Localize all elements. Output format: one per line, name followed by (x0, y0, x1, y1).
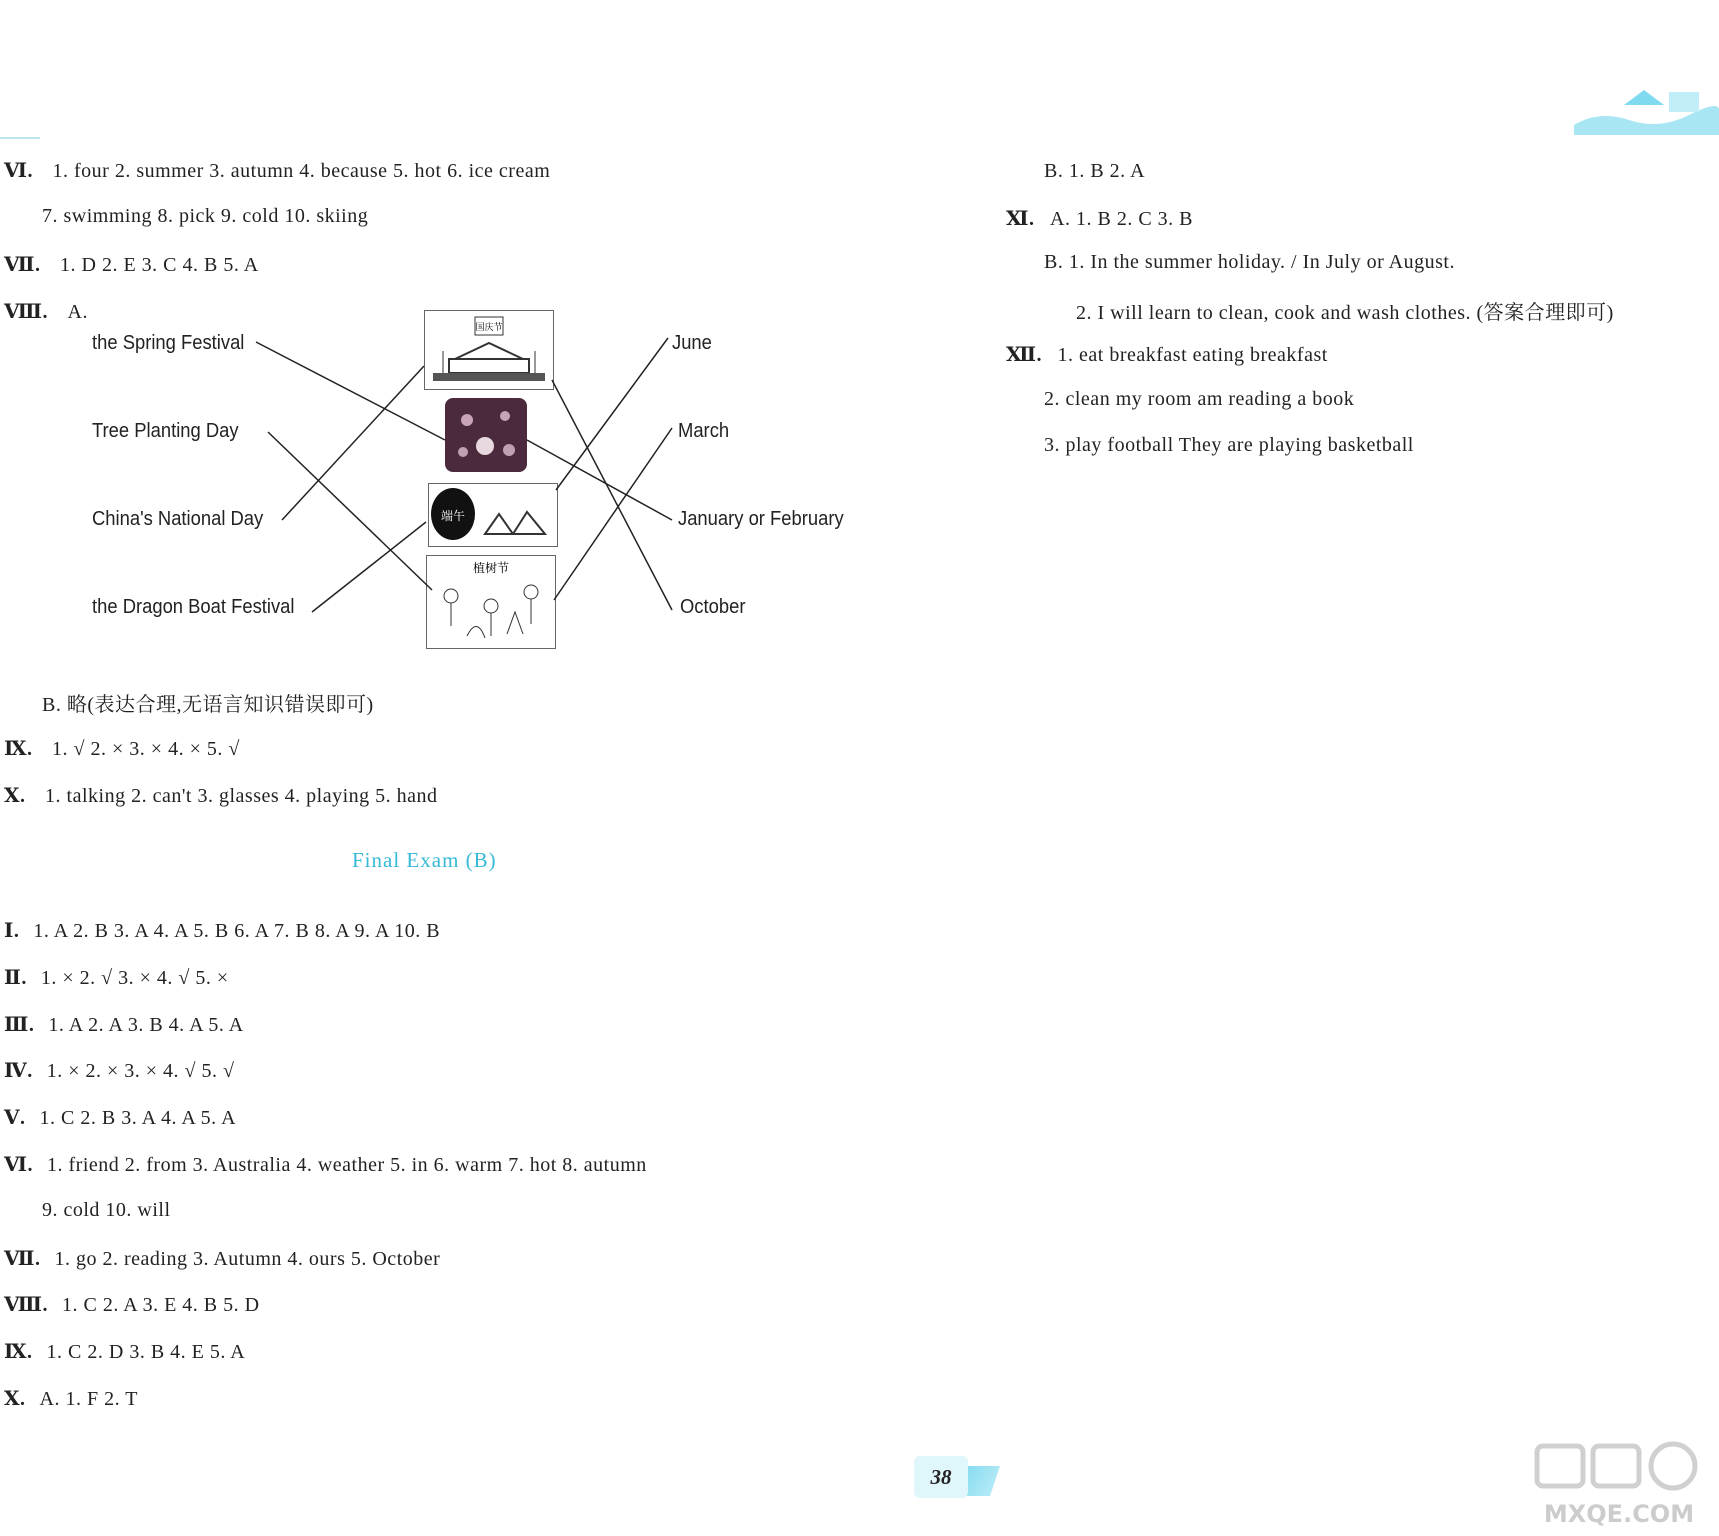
answer-line (42, 1199, 171, 1222)
section-title: Final Exam (B) (352, 848, 497, 872)
answer-line (4, 736, 240, 761)
answer-text: 1. four 2. summer 3. autumn 4. because 5. hot 6. ice cream (52, 160, 551, 182)
answer-line: 2. clean my room am reading a book (1044, 388, 1355, 410)
answer-text: 9. cold 10. will (42, 1198, 171, 1221)
answer-line: B. 1. B 2. A (1044, 160, 1146, 182)
picture-caption: 国庆节 (475, 323, 503, 333)
section-number: Ⅷ. (4, 301, 48, 323)
part-label: A. (67, 301, 88, 323)
answer-text: 1. eat breakfast eating breakfast (1057, 344, 1328, 366)
answer-line (4, 1246, 440, 1271)
answer-line (1006, 342, 1328, 367)
answer-text: 1. C 2. B 3. A 4. A 5. A (39, 1107, 237, 1130)
section-number: Ⅱ. (4, 966, 27, 989)
answer-text: 1. × 2. × 3. × 4. √ 5. √ (46, 1060, 235, 1083)
answer-text: 1. C 2. D 3. B 4. E 5. A (46, 1341, 246, 1364)
section-number: Ⅲ. (4, 1013, 35, 1036)
section-number: Ⅵ. (4, 160, 33, 182)
answer-line (4, 1339, 245, 1364)
answer-text: A. 1. F 2. T (39, 1388, 138, 1410)
match-right-label: June (672, 332, 712, 354)
answer-line (4, 1058, 235, 1083)
watermark-text: MXQE.COM (1543, 1500, 1695, 1528)
section-number: Ⅸ. (4, 1341, 33, 1364)
match-right-label: March (678, 420, 730, 442)
section-number: Ⅻ. (1006, 344, 1043, 366)
answer-line (4, 1152, 647, 1177)
section-number: Ⅺ. (1006, 208, 1035, 230)
answer-line (4, 783, 438, 808)
section-number: Ⅴ. (4, 1107, 26, 1130)
match-right-label: January or February (678, 508, 844, 530)
answer-text: 1. D 2. E 3. C 4. B 5. A (60, 254, 259, 276)
answer-text: 1. A 2. B 3. A 4. A 5. B 6. A 7. B 8. A 9. A 10. B (33, 920, 441, 942)
section-number: Ⅳ. (4, 1060, 33, 1083)
answer-text: 1. talking 2. can't 3. glasses 4. playing 5. hand (45, 785, 438, 807)
answer-line (4, 1292, 260, 1317)
picture-caption: 植树节 (472, 561, 510, 575)
picture-caption: 端午 (440, 509, 466, 523)
section-number: Ⅸ. (4, 738, 33, 760)
section-number: Ⅹ. (4, 1388, 26, 1410)
answer-line: B. 1. In the summer holiday. / In July or August. (1044, 251, 1455, 273)
section-number: Ⅹ. (4, 785, 26, 807)
match-left-label: the Spring Festival (92, 332, 245, 354)
answer-text: 1. friend 2. from 3. Australia 4. weather 5. in 6. warm 7. hot 8. autumn (47, 1154, 647, 1176)
answer-text: A. 1. B 2. C 3. B (1050, 208, 1194, 230)
section-number: Ⅵ. (4, 1154, 33, 1176)
answer-line (1006, 206, 1193, 231)
answer-text: 1. × 2. √ 3. × 4. √ 5. × (40, 966, 229, 989)
answer-line: 2. I will learn to clean, cook and wash clothes. (答案合理即可) (1076, 302, 1614, 324)
section-number: Ⅶ. (4, 1247, 41, 1270)
section-number: Ⅶ. (4, 254, 41, 276)
match-left-label: Tree Planting Day (92, 420, 239, 442)
answer-text: 1. √ 2. × 3. × 4. × 5. √ (52, 738, 240, 760)
match-left-label: China's National Day (92, 508, 264, 530)
watermark-logo (1529, 1440, 1709, 1530)
answer-line (4, 1012, 244, 1037)
answer-line: 3. play football They are playing basketball (1044, 434, 1414, 456)
answer-line (4, 1386, 138, 1411)
answer-text: 1. go 2. reading 3. Autumn 4. ours 5. October (54, 1247, 441, 1270)
answer-text: 1. C 2. A 3. E 4. B 5. D (62, 1294, 260, 1317)
answer-line (4, 965, 229, 990)
answer-line (4, 1105, 236, 1130)
page-number: 38 (914, 1456, 968, 1498)
match-left-label: the Dragon Boat Festival (92, 596, 295, 618)
match-right-label: October (680, 596, 746, 618)
section-number: Ⅰ. (4, 920, 20, 942)
answer-line: B. 略(表达合理,无语言知识错误即可) (42, 694, 374, 716)
answer-text: 1. A 2. A 3. B 4. A 5. A (48, 1013, 244, 1036)
answer-line: 7. swimming 8. pick 9. cold 10. skiing (42, 205, 369, 227)
section-number: Ⅷ. (4, 1294, 48, 1317)
answer-line (4, 918, 440, 943)
